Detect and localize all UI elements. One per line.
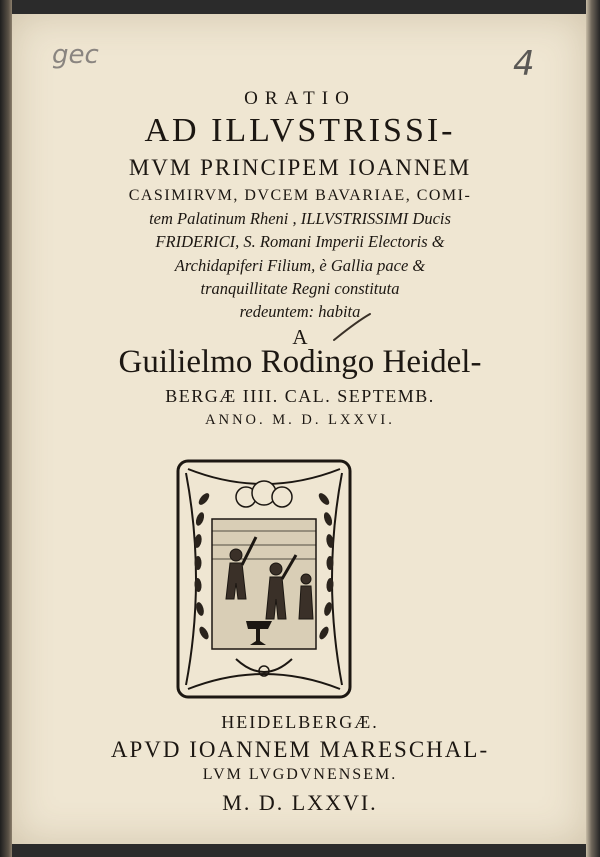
author-year-line: ANNO. M. D. LXXVI. bbox=[205, 412, 395, 428]
title-line-casimirum: CASIMIRVM, DVCEM BAVARIAE, COMI- bbox=[128, 187, 472, 204]
title-line-palatinum: tem Palatinum Rheni , ILLVSTRISSIMI Ducis bbox=[149, 209, 451, 228]
title-line-redeuntem: redeuntem: habita bbox=[239, 302, 361, 321]
woodcut-forge-illustration-icon bbox=[176, 459, 352, 699]
imprint-year: M. D. LXXVI. bbox=[222, 790, 378, 815]
author-date-line: BERGÆ IIII. CAL. SEPTEMB. bbox=[165, 386, 435, 406]
title-line-oratio: ORATIO bbox=[244, 88, 356, 109]
title-line-principem: MVM PRINCIPEM IOANNEM bbox=[128, 155, 472, 180]
pencil-annotation-left: gec bbox=[52, 40, 99, 70]
title-line-friderici: FRIDERICI, S. Romani Imperii Electoris & bbox=[155, 232, 445, 251]
author-name: Guilielmo Rodingo Heidel- bbox=[118, 344, 482, 380]
imprint-place: HEIDELBERGÆ. bbox=[221, 712, 379, 732]
title-line-ad-illustrissi: AD ILLVSTRISSI- bbox=[144, 112, 456, 149]
author-prefix: A bbox=[292, 325, 308, 349]
title-line-tranquillitate: tranquillitate Regni constituta bbox=[200, 279, 400, 298]
imprint-printer-line1: APVD IOANNEM MARESCHAL- bbox=[110, 737, 490, 762]
pencil-annotation-right: 4 bbox=[513, 44, 535, 84]
imprint-printer-line2: LVM LVGDVNENSEM. bbox=[202, 766, 398, 783]
title-line-archidapiferi: Archidapiferi Filium, è Gallia pace & bbox=[174, 256, 426, 275]
